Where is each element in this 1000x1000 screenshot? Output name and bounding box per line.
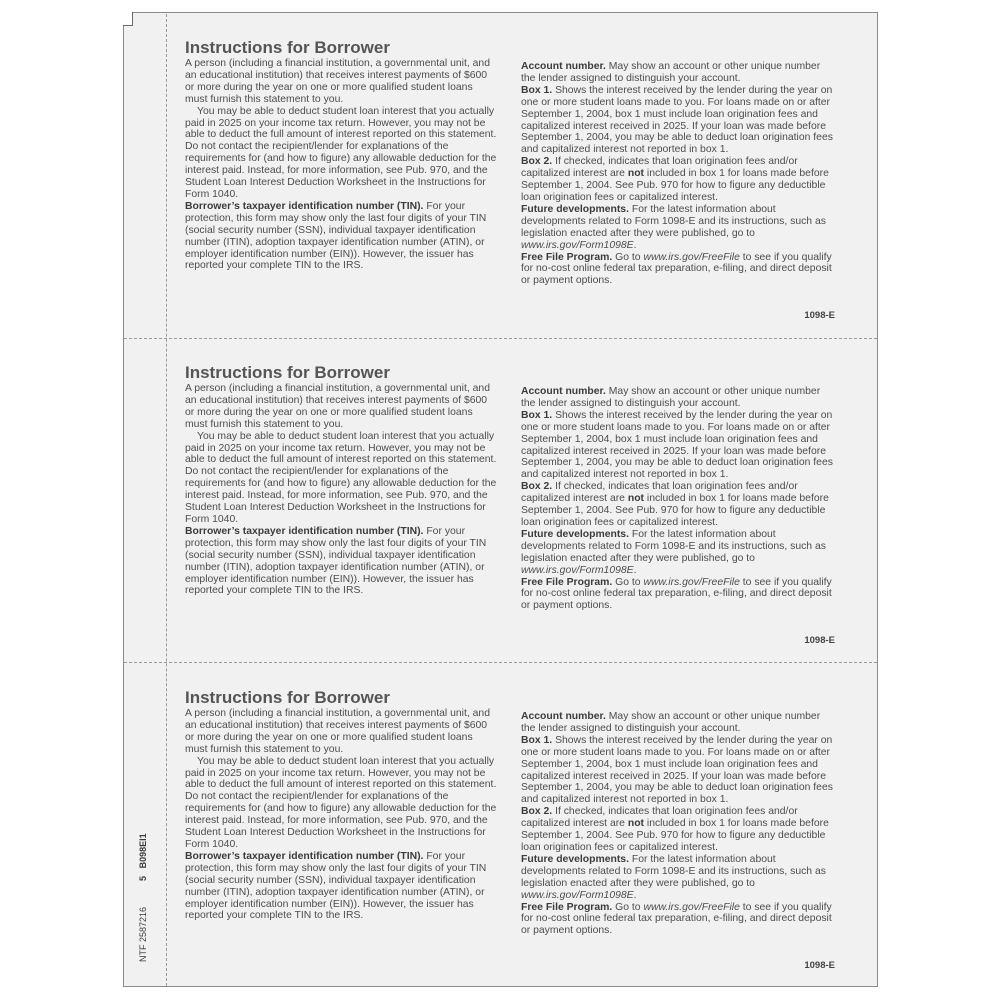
box1-paragraph <box>521 410 836 481</box>
side-print-code <box>138 833 148 962</box>
box1-paragraph <box>521 85 836 156</box>
free-file-url-link[interactable]: www.irs.gov/FreeFile <box>643 576 740 588</box>
panel-heading: Instructions for Borrower <box>185 363 390 382</box>
box2-text-b: included in box 1 for loans made before September 1, 2004. See Pub. 970 for how to figure any deductible loan origination fees or capitalized interest. <box>521 493 829 528</box>
future-end: . <box>633 239 637 251</box>
future-text: For the latest information about developments related to Form 1098-E and its instructions, such as legislation enacted after they were published, go to <box>521 853 826 889</box>
free-file-text-a: Go to <box>612 901 644 913</box>
box2-text-b: included in box 1 for loans made before September 1, 2004. See Pub. 970 for how to figure any deductible loan origination fees or capitalized interest. <box>521 818 829 853</box>
free-file-url-link[interactable]: www.irs.gov/FreeFile <box>643 251 740 263</box>
future-title: Future developments. <box>521 853 629 865</box>
tin-text: For your protection, this form may show only the last four digits of your TIN (social security number (SSN), individual taxpayer identification number (ITIN), adoption taxpayer identification number (ATIN), or employer identification number (EIN)). However, the issuer has reported your complete TIN to the IRS. <box>185 850 487 922</box>
form-label: 1098-E <box>804 635 835 646</box>
plate-code: B098EI1 <box>138 833 148 869</box>
right-column <box>521 386 836 612</box>
future-paragraph <box>521 529 836 577</box>
panel-heading: Instructions for Borrower <box>185 688 390 707</box>
free-file-paragraph <box>521 252 836 288</box>
future-url-link[interactable]: www.irs.gov/Form1098E <box>521 889 634 901</box>
free-file-title: Free File Program. <box>521 576 613 588</box>
copy-number: 5 <box>138 875 148 881</box>
box1-text: Shows the interest received by the lender during the year on one or more student loans made to you. For loans made on or after September 1, 2004, box 1 must include loan origination fees and capitalized interest received in 2025. If your loan was made before September 1, 2004, you may be able to deduct loan origination fees and capitalized interest not reported in box 1. <box>521 409 833 481</box>
box2-title: Box 2. <box>521 806 553 818</box>
account-text: May show an account or other unique number the lender assigned to distinguish your account. <box>521 61 821 84</box>
left-column <box>185 363 497 597</box>
future-paragraph <box>521 854 836 902</box>
right-column <box>521 61 836 287</box>
account-text: May show an account or other unique number the lender assigned to distinguish your account. <box>521 711 821 734</box>
tin-text: For your protection, this form may show only the last four digits of your TIN (social security number (SSN), individual taxpayer identification number (ITIN), adoption taxpayer identification number (ATIN), or employer identification number (EIN)). However, the issuer has reported your complete TIN to the IRS. <box>185 525 487 597</box>
free-file-text-b: to see if you qualify for no-cost online federal tax preparation, e-filing, and direct deposit or payment options. <box>521 576 832 612</box>
box2-not: not <box>627 168 645 180</box>
box2-title: Box 2. <box>521 481 553 493</box>
left-column <box>185 38 497 272</box>
tin-paragraph <box>185 851 497 922</box>
box2-text-a: If checked, indicates that loan origination fees and/or capitalized interest are <box>521 481 798 505</box>
free-file-text-a: Go to <box>612 576 644 588</box>
account-title: Account number. <box>521 61 606 72</box>
box1-text: Shows the interest received by the lender during the year on one or more student loans made to you. For loans made on or after September 1, 2004, box 1 must include loan origination fees and capitalized interest received in 2025. If your loan was made before September 1, 2004, you may be able to deduct loan origination fees and capitalized interest not reported in box 1. <box>521 734 833 806</box>
future-title: Future developments. <box>521 203 629 215</box>
free-file-title: Free File Program. <box>521 251 613 263</box>
free-file-title: Free File Program. <box>521 901 613 913</box>
free-file-paragraph <box>521 577 836 613</box>
tin-text: For your protection, this form may show only the last four digits of your TIN (social security number (SSN), individual taxpayer identification number (ITIN), adoption taxpayer identification number (ATIN), or employer identification number (EIN)). However, the issuer has reported your complete TIN to the IRS. <box>185 200 487 272</box>
free-file-text-b: to see if you qualify for no-cost online federal tax preparation, e-filing, and direct deposit or payment options. <box>521 251 832 287</box>
box2-not: not <box>627 493 645 505</box>
tin-title: Borrower’s taxpayer identification number (TIN). <box>185 200 424 212</box>
tin-paragraph <box>185 526 497 597</box>
intro-paragraph: A person (including a financial institution, a governmental unit, and an educational institution) that receives interest payments of $600 or more during the year on one or more qualified student loans must furnish this statement to you. <box>185 708 490 755</box>
account-paragraph <box>521 386 836 410</box>
box2-text-b: included in box 1 for loans made before September 1, 2004. See Pub. 970 for how to figure any deductible loan origination fees or capitalized interest. <box>521 168 829 203</box>
deduct-paragraph: You may be able to deduct student loan interest that you actually paid in 2025 on your income tax return. However, you may not be able to deduct the full amount of interest reported on this statement. Do not contact the recipient/lender for explanations of the requirements for (and how to figure) any allowable deduction for the interest paid. Instead, for more information, see Pub. 970, and the Student Loan Interest Deduction Worksheet in the Instructions for Form 1040. <box>185 430 497 525</box>
box2-paragraph <box>521 806 836 854</box>
form-label: 1098-E <box>804 310 835 321</box>
free-file-paragraph <box>521 902 836 938</box>
account-text: May show an account or other unique number the lender assigned to distinguish your account. <box>521 386 821 409</box>
box2-paragraph <box>521 481 836 529</box>
tin-title: Borrower’s taxpayer identification number (TIN). <box>185 850 424 862</box>
future-end: . <box>633 564 637 576</box>
future-end: . <box>633 889 637 901</box>
box1-paragraph <box>521 735 836 806</box>
account-title: Account number. <box>521 386 606 397</box>
account-title: Account number. <box>521 711 606 722</box>
panel-heading: Instructions for Borrower <box>185 38 390 57</box>
box2-paragraph <box>521 156 836 204</box>
instruction-panel-2 <box>124 339 877 664</box>
tin-title: Borrower’s taxpayer identification number (TIN). <box>185 525 424 537</box>
free-file-text-b: to see if you qualify for no-cost online federal tax preparation, e-filing, and direct deposit or payment options. <box>521 901 832 937</box>
future-url-link[interactable]: www.irs.gov/Form1098E <box>521 564 634 576</box>
future-title: Future developments. <box>521 528 629 540</box>
instruction-panel-3 <box>124 664 877 989</box>
box1-title: Box 1. <box>521 84 553 96</box>
left-column <box>185 688 497 922</box>
box2-text-a: If checked, indicates that loan origination fees and/or capitalized interest are <box>521 806 798 830</box>
account-paragraph <box>521 61 836 85</box>
box2-not: not <box>627 818 645 830</box>
box1-title: Box 1. <box>521 409 553 421</box>
future-text: For the latest information about developments related to Form 1098-E and its instructions, such as legislation enacted after they were published, go to <box>521 528 826 564</box>
intro-paragraph: A person (including a financial institution, a governmental unit, and an educational institution) that receives interest payments of $600 or more during the year on one or more qualified student loans must furnish this statement to you. <box>185 383 490 430</box>
deduct-paragraph: You may be able to deduct student loan interest that you actually paid in 2025 on your income tax return. However, you may not be able to deduct the full amount of interest reported on this statement. Do not contact the recipient/lender for explanations of the requirements for (and how to figure) any allowable deduction for the interest paid. Instead, for more information, see Pub. 970, and the Student Loan Interest Deduction Worksheet in the Instructions for Form 1040. <box>185 105 497 200</box>
free-file-url-link[interactable]: www.irs.gov/FreeFile <box>643 901 740 913</box>
box2-text-a: If checked, indicates that loan origination fees and/or capitalized interest are <box>521 156 798 180</box>
box2-title: Box 2. <box>521 156 553 168</box>
instruction-panel-1 <box>124 14 877 339</box>
box1-text: Shows the interest received by the lender during the year on one or more student loans made to you. For loans made on or after September 1, 2004, box 1 must include loan origination fees and capitalized interest received in 2025. If your loan was made before September 1, 2004, you may be able to deduct loan origination fees and capitalized interest not reported in box 1. <box>521 84 833 156</box>
account-paragraph <box>521 711 836 735</box>
future-text: For the latest information about developments related to Form 1098-E and its instructions, such as legislation enacted after they were published, go to <box>521 203 826 239</box>
future-url-link[interactable]: www.irs.gov/Form1098E <box>521 239 634 251</box>
free-file-text-a: Go to <box>612 251 644 263</box>
ntf-code: NTF 2587216 <box>138 906 148 962</box>
tin-paragraph <box>185 201 497 272</box>
box1-title: Box 1. <box>521 734 553 746</box>
deduct-paragraph: You may be able to deduct student loan interest that you actually paid in 2025 on your income tax return. However, you may not be able to deduct the full amount of interest reported on this statement. Do not contact the recipient/lender for explanations of the requirements for (and how to figure) any allowable deduction for the interest paid. Instead, for more information, see Pub. 970, and the Student Loan Interest Deduction Worksheet in the Instructions for Form 1040. <box>185 755 497 850</box>
future-paragraph <box>521 204 836 252</box>
form-label: 1098-E <box>804 960 835 971</box>
right-column <box>521 711 836 937</box>
intro-paragraph: A person (including a financial institution, a governmental unit, and an educational institution) that receives interest payments of $600 or more during the year on one or more qualified student loans must furnish this statement to you. <box>185 58 490 105</box>
